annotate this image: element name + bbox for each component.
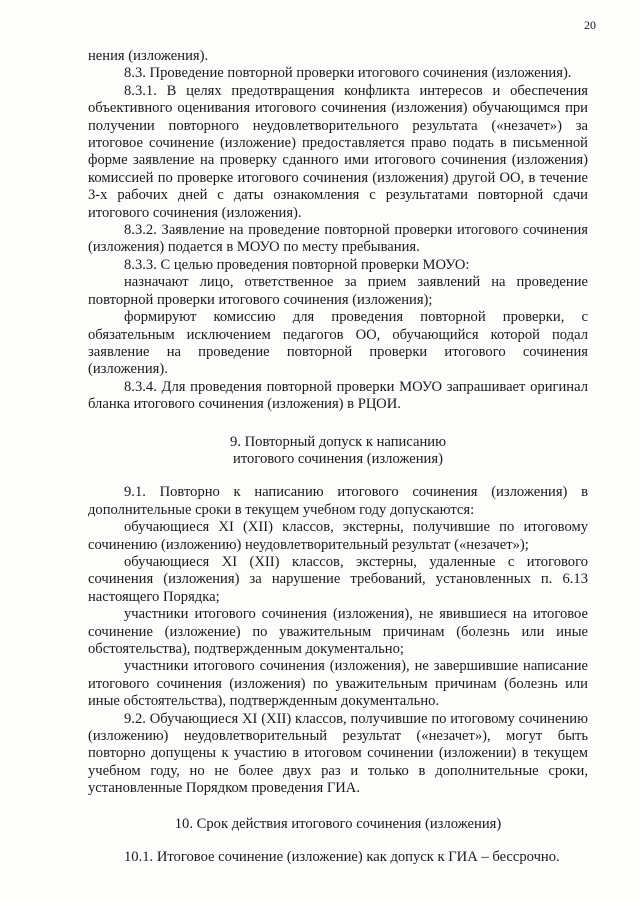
list-item: участники итогового сочинения (изложения), не явившиеся на итоговое сочинение (изложение) по уважительным причинам (болезнь или иные обстоятельства), подтвержденным документально; <box>88 606 588 657</box>
paragraph-8-3: 8.3. Проведение повторной проверки итогового сочинения (изложения). <box>124 65 572 82</box>
paragraph-9-1: 9.1. Повторно к написанию итогового сочинения (изложения) в дополнительные сроки в текущем учебном году допускаются: <box>88 484 588 518</box>
list-item: формируют комиссию для проведения повторной проверки, с обязательным исключением педагогов ОО, обучающийся которой подал заявление на проведение повторной проверки итогового сочинения (изложения). <box>88 309 588 378</box>
list-item: участники итогового сочинения (изложения), не завершившие написание итогового сочинения (изложения) по уважительным причинам (болезнь или иные обстоятельства), подтвержденным документально. <box>88 658 588 710</box>
page-number: 20 <box>584 18 596 32</box>
list-item: обучающиеся XI (XII) классов, экстерны, удаленные с итогового сочинения (изложения) за нарушение требований, установленных п. 6.13 настоящего Порядка; <box>88 553 588 605</box>
paragraph: нения (изложения). <box>88 48 209 64</box>
list-item: назначают лицо, ответственное за прием заявлений на проведение повторной проверки итогового сочинения (изложения); <box>88 274 588 308</box>
paragraph-8-3-1: 8.3.1. В целях предотвращения конфликта интересов и обеспечения объективного оценивания итогового сочинения (изложения) обучающимся при получении повторного неудовлетворительного результата («незачет») за итоговое сочинение (изложение) предоставляется право подать в письменной форме заявление на проверку сданного ими итогового сочинения (изложения) комиссией по проверке итогового сочинения (изложения) другой ОО, в течение 3-х рабочих дней с даты ознакомления с результатами повторной сдачи итогового сочинения (изложения). <box>88 82 588 221</box>
section-10-heading: 10. Срок действия итогового сочинения (изложения) <box>174 815 502 832</box>
paragraph-8-3-4: 8.3.4. Для проведения повторной проверки МОУО запрашивает оригинал бланка итогового сочинения (изложения) в РЦОИ. <box>88 378 588 413</box>
document-body <box>88 48 588 866</box>
section-9-heading-line: 9. Повторный допуск к написанию <box>230 433 446 450</box>
section-9-heading-line: итогового сочинения (изложения) <box>233 450 443 467</box>
section-9-heading <box>88 434 588 469</box>
paragraph-8-3-2: 8.3.2. Заявление на проведение повторной проверки итогового сочинения (изложения) подается в МОУО по месту пребывания. <box>88 222 588 256</box>
paragraph-9-2: 9.2. Обучающиеся XI (XII) классов, получившие по итоговому сочинению (изложению) неудовлетворительный результат («незачет»), могут быть повторно допущены к участию в итоговом сочинении (изложении) в текущем учебном году, но не более двух раз и только в дополнительные сроки, установленные Порядком проведения ГИА. <box>88 710 588 797</box>
list-item: обучающиеся XI (XII) классов, экстерны, получившие по итоговому сочинению (изложению) неудовлетворительный результат («незачет»); <box>88 519 588 553</box>
paragraph-10-1: 10.1. Итоговое сочинение (изложение) как допуск к ГИА – бессрочно. <box>124 849 560 866</box>
paragraph-8-3-3: 8.3.3. С целью проведения повторной проверки МОУО: <box>124 256 470 273</box>
